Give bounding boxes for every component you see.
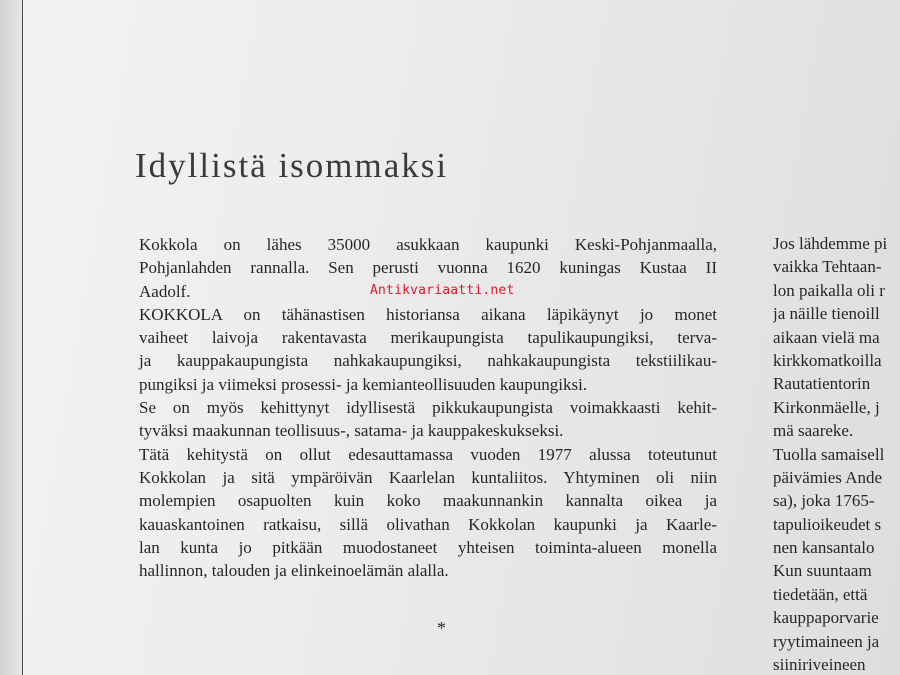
right-text-line: päivämies Ande (773, 467, 883, 487)
right-column (773, 232, 900, 675)
right-text-line: ja näille tienoill (773, 304, 880, 324)
right-text-line: tiedetään, että (773, 584, 868, 604)
page-edge (22, 0, 23, 675)
main-text-line: kauaskantoinen ratkaisu, sillä olivathan Kokkolan kaupunki ja Kaarle- (139, 514, 717, 534)
right-text-line: mä saareke. (773, 421, 854, 441)
page-title: Idyllistä isommaksi (135, 146, 449, 185)
main-text-line: Se on myös kehittynyt idyllisestä pikkukaupungista voimakkaasti kehit- (139, 398, 717, 418)
right-text-line: kirkkomatkoilla (773, 350, 882, 370)
main-text-line: Kokkola on lähes 35000 asukkaan kaupunki Keski-Pohjanmaalla, (139, 235, 717, 254)
main-text-line: Kokkolan ja sitä ympäröivän Kaarlelan kuntaliitos. Yhtyminen oli niin (139, 467, 717, 487)
watermark: Antikvariaatti.net (370, 283, 515, 298)
main-text-line: hallinnon, talouden ja elinkeinoelämän alalla. (139, 561, 449, 581)
main-text-line: ja kauppakaupungista nahkakaupungiksi, nahkakaupungista tekstiilikau- (139, 351, 717, 371)
right-text-line: lon paikalla oli r (773, 280, 885, 300)
main-text-line: KOKKOLA on tähänastisen historiansa aikana läpikäynyt jo monet (139, 304, 717, 324)
right-text-line: vaikka Tehtaan- (773, 257, 882, 277)
main-text-line: molempien osapuolten kuin koko maakunnankin kannalta oikea ja (139, 491, 717, 511)
right-text-line: kauppaporvarie (773, 608, 879, 628)
right-text-line: aikaan vielä ma (773, 327, 880, 347)
right-text-line: Kirkonmäelle, j (773, 397, 880, 417)
main-text-line: Tätä kehitystä on ollut edesauttamassa vuoden 1977 alussa toteutunut (139, 444, 717, 464)
main-text-line: pungiksi ja viimeksi prosessi- ja kemianteollisuuden kaupungiksi. (139, 374, 588, 394)
main-text-line: Pohjanlahden rannalla. Sen perusti vuonna 1620 kuningas Kustaa II (139, 258, 717, 278)
right-text-line: Kun suuntaam (773, 561, 872, 581)
right-text-line: Tuolla samaisell (773, 444, 885, 464)
right-text-line: ryytimaineen ja (773, 631, 880, 651)
main-text-line: tyväksi maakunnan teollisuus-, satama- ja kauppakeskukseksi. (139, 421, 564, 441)
main-text-line: Aadolf. (139, 281, 191, 301)
right-text-line: siiniriveineen (773, 655, 866, 675)
right-text-line: sa), joka 1765- (773, 491, 875, 511)
right-text-line: tapulioikeudet s (773, 514, 882, 534)
section-separator: * (437, 618, 446, 638)
main-text-line: lan kunta jo pitkään muodostaneet yhteisen toiminta-alueen monella (139, 537, 717, 557)
main-text-line: vaiheet laivoja rakentavasta merikaupungista tapulikaupungiksi, terva- (139, 328, 717, 348)
right-text-line: Rautatientorin (773, 374, 871, 394)
right-text-line: nen kansantalo (773, 538, 875, 558)
right-text-line: Jos lähdemme pi (773, 234, 888, 253)
page-gutter (0, 0, 22, 675)
